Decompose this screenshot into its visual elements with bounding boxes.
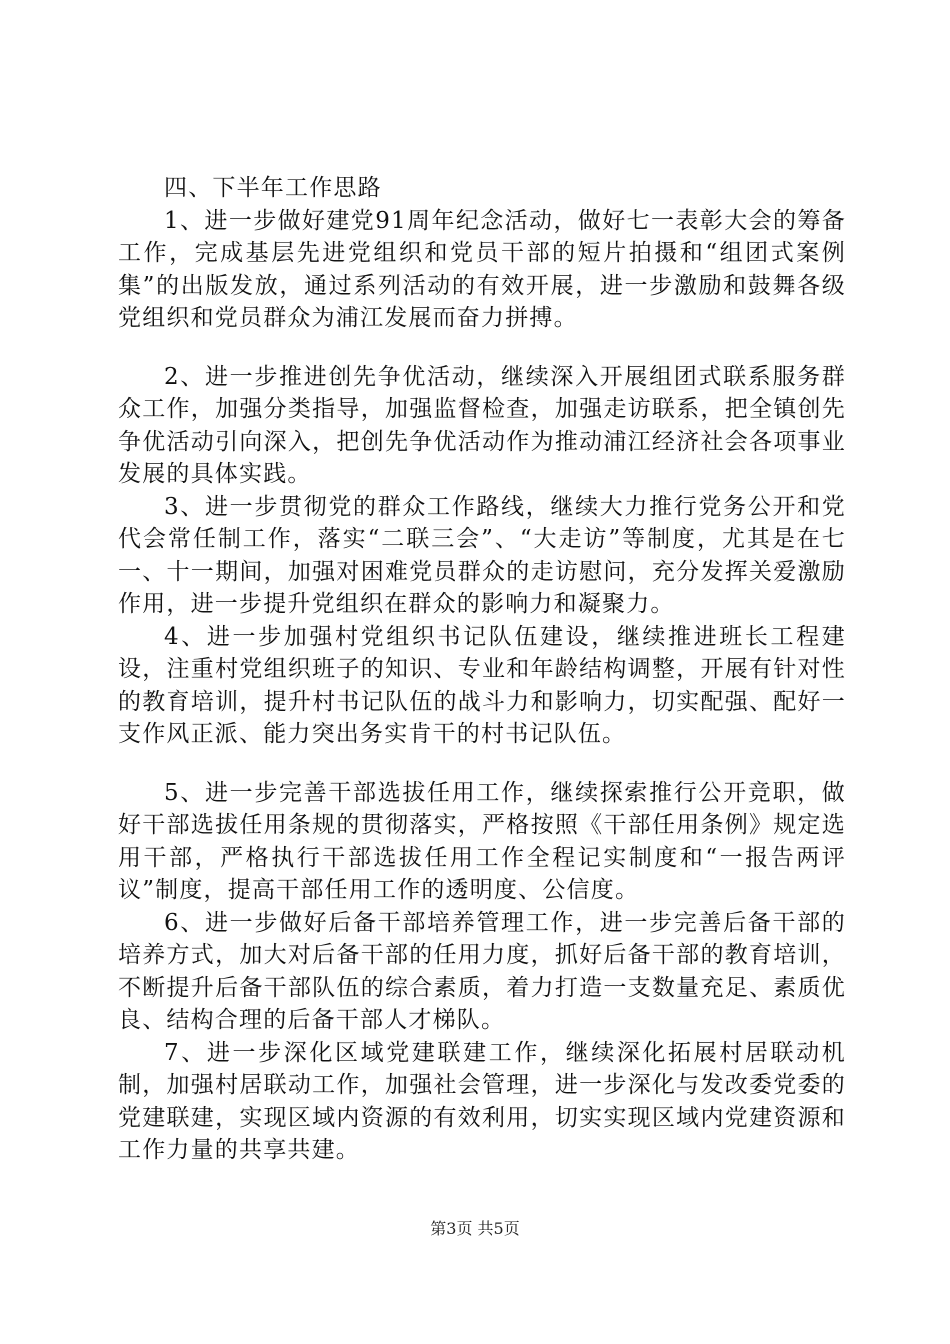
paragraph-2: 2、进一步推进创先争优活动，继续深入开展组团式联系服务群众工作，加强分类指导，加强监督检查，加强走访联系，把全镇创先争优活动引向深入，把创先争优活动作为推动浦江经济社会各项事业发展的具体实践。 <box>118 363 846 487</box>
paragraph-4: 4、进一步加强村党组织书记队伍建设，继续推进班长工程建设，注重村党组织班子的知识、专业和年龄结构调整，开展有针对性的教育培训，提升村书记队伍的战斗力和影响力，切实配强、配好一支作风正派、能力突出务实肯干的村书记队伍。 <box>118 623 846 747</box>
paragraph-6: 6、进一步做好后备干部培养管理工作，进一步完善后备干部的培养方式，加大对后备干部的任用力度，抓好后备干部的教育培训，不断提升后备干部队伍的综合素质，着力打造一支数量充足、素质优良、结构合理的后备干部人才梯队。 <box>118 909 846 1033</box>
page-number-footer: 第3页 共5页 <box>430 1219 520 1238</box>
paragraph-gap <box>118 335 846 361</box>
paragraph-1: 1、进一步做好建党91周年纪念活动，做好七一表彰大会的筹备工作，完成基层先进党组织和党员干部的短片拍摄和“组团式案例集”的出版发放，通过系列活动的有效开展，进一步激励和鼓舞各级党组织和党员群众为浦江发展而奋力拼搏。 <box>118 207 846 331</box>
document-body <box>118 172 846 1167</box>
paragraph-7: 7、进一步深化区域党建联建工作，继续深化拓展村居联动机制，加强村居联动工作，加强社会管理，进一步深化与发改委党委的党建联建，实现区域内资源的有效利用，切实实现区域内党建资源和工作力量的共享共建。 <box>118 1039 846 1163</box>
paragraph-5: 5、进一步完善干部选拔任用工作，继续探索推行公开竞职，做好干部选拔任用条规的贯彻落实，严格按照《干部任用条例》规定选用干部，严格执行干部选拔任用工作全程记实制度和“一报告两评议”制度，提高干部任用工作的透明度、公信度。 <box>118 779 846 903</box>
paragraph-3: 3、进一步贯彻党的群众工作路线，继续大力推行党务公开和党代会常任制工作，落实“二联三会”、“大走访”等制度，尤其是在七一、十一期间，加强对困难党员群众的走访慰问，充分发挥关爱激励作用，进一步提升党组织在群众的影响力和凝聚力。 <box>118 493 846 617</box>
paragraph-gap <box>118 751 846 777</box>
section-heading: 四、下半年工作思路 <box>164 175 382 201</box>
